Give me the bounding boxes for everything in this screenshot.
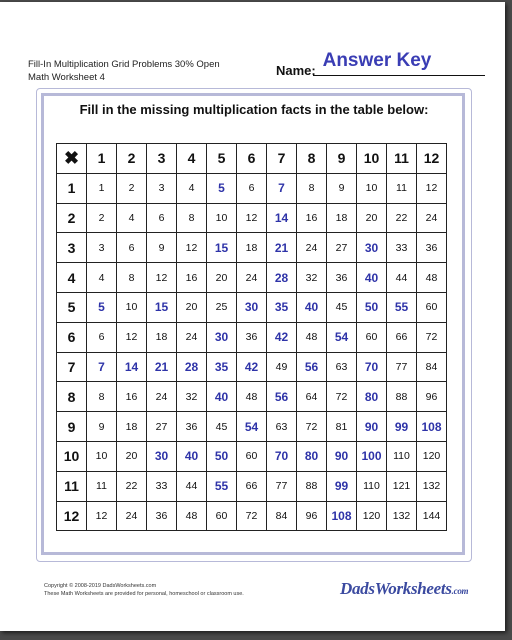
- name-line: [313, 75, 485, 76]
- product-cell: 3: [147, 173, 177, 203]
- product-cell: 36: [327, 263, 357, 293]
- answer-cell: 40: [207, 382, 237, 412]
- product-cell: 27: [147, 412, 177, 442]
- product-cell: 16: [297, 203, 327, 233]
- product-cell: 10: [357, 173, 387, 203]
- product-cell: 110: [357, 471, 387, 501]
- product-cell: 2: [87, 203, 117, 233]
- row-header: 2: [57, 203, 87, 233]
- name-label: Name:: [276, 63, 316, 78]
- row-header: 9: [57, 412, 87, 442]
- column-header: 9: [327, 144, 357, 174]
- product-cell: 18: [117, 412, 147, 442]
- product-cell: 64: [297, 382, 327, 412]
- answer-cell: 100: [357, 441, 387, 471]
- product-cell: 24: [417, 203, 447, 233]
- product-cell: 12: [87, 501, 117, 531]
- product-cell: 66: [237, 471, 267, 501]
- product-cell: 88: [297, 471, 327, 501]
- product-cell: 60: [417, 292, 447, 322]
- product-cell: 48: [297, 322, 327, 352]
- product-cell: 48: [237, 382, 267, 412]
- product-cell: 9: [87, 412, 117, 442]
- answer-cell: 80: [297, 441, 327, 471]
- product-cell: 144: [417, 501, 447, 531]
- answer-cell: 7: [87, 352, 117, 382]
- product-cell: 4: [177, 173, 207, 203]
- grid-row: [57, 382, 447, 412]
- row-header: 5: [57, 292, 87, 322]
- answer-cell: 14: [117, 352, 147, 382]
- product-cell: 6: [87, 322, 117, 352]
- product-cell: 12: [147, 263, 177, 293]
- grid-header-row: [57, 144, 447, 174]
- answer-cell: 30: [357, 233, 387, 263]
- grid-row: [57, 263, 447, 293]
- answer-cell: 40: [357, 263, 387, 293]
- copyright-text: Copyright © 2008-2019 DadsWorksheets.com: [44, 583, 157, 589]
- product-cell: 72: [327, 382, 357, 412]
- row-header: 11: [57, 471, 87, 501]
- product-cell: 33: [147, 471, 177, 501]
- product-cell: 132: [417, 471, 447, 501]
- column-header: 11: [387, 144, 417, 174]
- answer-key-label: Answer Key: [322, 50, 432, 71]
- grid-row: [57, 501, 447, 531]
- answer-cell: 55: [207, 471, 237, 501]
- grid-row: [57, 292, 447, 322]
- answer-cell: 28: [267, 263, 297, 293]
- multiply-icon: ✖: [57, 144, 87, 174]
- product-cell: 3: [87, 233, 117, 263]
- column-header: 1: [87, 144, 117, 174]
- product-cell: 24: [117, 501, 147, 531]
- product-cell: 10: [87, 441, 117, 471]
- column-header: 2: [117, 144, 147, 174]
- answer-cell: 56: [297, 352, 327, 382]
- product-cell: 12: [177, 233, 207, 263]
- product-cell: 110: [387, 441, 417, 471]
- product-cell: 8: [87, 382, 117, 412]
- grid-row: [57, 412, 447, 442]
- product-cell: 121: [387, 471, 417, 501]
- product-cell: 77: [387, 352, 417, 382]
- product-cell: 18: [237, 233, 267, 263]
- product-cell: 20: [357, 203, 387, 233]
- product-cell: 22: [117, 471, 147, 501]
- product-cell: 88: [387, 382, 417, 412]
- worksheet-title-line1: Fill-In Multiplication Grid Problems 30% Open: [28, 59, 220, 70]
- product-cell: 8: [297, 173, 327, 203]
- product-cell: 20: [207, 263, 237, 293]
- answer-cell: 50: [357, 292, 387, 322]
- grid-row: [57, 322, 447, 352]
- row-header: 3: [57, 233, 87, 263]
- product-cell: 84: [267, 501, 297, 531]
- product-cell: 45: [207, 412, 237, 442]
- row-header: 7: [57, 352, 87, 382]
- answer-cell: 56: [267, 382, 297, 412]
- column-header: 4: [177, 144, 207, 174]
- product-cell: 96: [297, 501, 327, 531]
- worksheet-title: [28, 58, 228, 84]
- product-cell: 45: [327, 292, 357, 322]
- product-cell: 132: [387, 501, 417, 531]
- product-cell: 24: [237, 263, 267, 293]
- answer-cell: 15: [147, 292, 177, 322]
- answer-cell: 7: [267, 173, 297, 203]
- grid-row: [57, 173, 447, 203]
- answer-cell: 30: [147, 441, 177, 471]
- column-header: 3: [147, 144, 177, 174]
- product-cell: 6: [147, 203, 177, 233]
- answer-cell: 28: [177, 352, 207, 382]
- instructions: Fill in the missing multiplication facts in the table below:: [79, 102, 429, 117]
- grid-row: [57, 233, 447, 263]
- grid-row: [57, 203, 447, 233]
- product-cell: 4: [87, 263, 117, 293]
- answer-cell: 90: [357, 412, 387, 442]
- product-cell: 20: [177, 292, 207, 322]
- product-cell: 8: [177, 203, 207, 233]
- column-header: 7: [267, 144, 297, 174]
- product-cell: 48: [177, 501, 207, 531]
- product-cell: 60: [357, 322, 387, 352]
- product-cell: 11: [387, 173, 417, 203]
- product-cell: 36: [237, 322, 267, 352]
- product-cell: 4: [117, 203, 147, 233]
- product-cell: 66: [387, 322, 417, 352]
- product-cell: 24: [297, 233, 327, 263]
- product-cell: 81: [327, 412, 357, 442]
- answer-cell: 5: [87, 292, 117, 322]
- column-header: 6: [237, 144, 267, 174]
- product-cell: 24: [147, 382, 177, 412]
- answer-cell: 54: [327, 322, 357, 352]
- footer: [44, 583, 244, 598]
- answer-cell: 108: [417, 412, 447, 442]
- usage-notice: These Math Worksheets are provided for personal, homeschool or classroom use.: [44, 590, 244, 597]
- product-cell: 24: [177, 322, 207, 352]
- answer-cell: 15: [207, 233, 237, 263]
- product-cell: 48: [417, 263, 447, 293]
- product-cell: 25: [207, 292, 237, 322]
- product-cell: 18: [147, 322, 177, 352]
- product-cell: 16: [117, 382, 147, 412]
- product-cell: 32: [177, 382, 207, 412]
- grid-row: [57, 471, 447, 501]
- column-header: 12: [417, 144, 447, 174]
- answer-cell: 40: [297, 292, 327, 322]
- worksheet-title-line2: Math Worksheet 4: [28, 72, 105, 83]
- product-cell: 12: [117, 322, 147, 352]
- answer-cell: 40: [177, 441, 207, 471]
- answer-cell: 30: [207, 322, 237, 352]
- answer-cell: 50: [207, 441, 237, 471]
- product-cell: 10: [207, 203, 237, 233]
- answer-cell: 54: [237, 412, 267, 442]
- answer-cell: 35: [267, 292, 297, 322]
- product-cell: 84: [417, 352, 447, 382]
- product-cell: 22: [387, 203, 417, 233]
- answer-cell: 42: [267, 322, 297, 352]
- answer-cell: 14: [267, 203, 297, 233]
- product-cell: 11: [87, 471, 117, 501]
- product-cell: 60: [207, 501, 237, 531]
- grid-row: [57, 441, 447, 471]
- product-cell: 10: [117, 292, 147, 322]
- product-cell: 96: [417, 382, 447, 412]
- product-cell: 63: [327, 352, 357, 382]
- answer-cell: 5: [207, 173, 237, 203]
- answer-cell: 35: [207, 352, 237, 382]
- answer-cell: 21: [267, 233, 297, 263]
- product-cell: 2: [117, 173, 147, 203]
- answer-cell: 42: [237, 352, 267, 382]
- product-cell: 120: [417, 441, 447, 471]
- answer-cell: 21: [147, 352, 177, 382]
- product-cell: 6: [237, 173, 267, 203]
- product-cell: 120: [357, 501, 387, 531]
- row-header: 12: [57, 501, 87, 531]
- column-header: 10: [357, 144, 387, 174]
- product-cell: 6: [117, 233, 147, 263]
- product-cell: 72: [237, 501, 267, 531]
- product-cell: 49: [267, 352, 297, 382]
- product-cell: 32: [297, 263, 327, 293]
- answer-cell: 55: [387, 292, 417, 322]
- worksheet-page: [0, 2, 505, 631]
- product-cell: 18: [327, 203, 357, 233]
- row-header: 8: [57, 382, 87, 412]
- answer-cell: 108: [327, 501, 357, 531]
- product-cell: 44: [387, 263, 417, 293]
- product-cell: 36: [417, 233, 447, 263]
- product-cell: 36: [177, 412, 207, 442]
- product-cell: 12: [237, 203, 267, 233]
- product-cell: 33: [387, 233, 417, 263]
- product-cell: 72: [297, 412, 327, 442]
- column-header: 8: [297, 144, 327, 174]
- answer-cell: 70: [267, 441, 297, 471]
- product-cell: 1: [87, 173, 117, 203]
- row-header: 4: [57, 263, 87, 293]
- answer-cell: 90: [327, 441, 357, 471]
- product-cell: 27: [327, 233, 357, 263]
- column-header: 5: [207, 144, 237, 174]
- row-header: 6: [57, 322, 87, 352]
- logo-text: DadsWorksheets: [340, 579, 452, 598]
- answer-cell: 99: [327, 471, 357, 501]
- product-cell: 9: [327, 173, 357, 203]
- answer-cell: 30: [237, 292, 267, 322]
- dadsworksheets-logo: [340, 579, 468, 599]
- product-cell: 44: [177, 471, 207, 501]
- product-cell: 72: [417, 322, 447, 352]
- product-cell: 12: [417, 173, 447, 203]
- grid-row: [57, 352, 447, 382]
- product-cell: 16: [177, 263, 207, 293]
- product-cell: 63: [267, 412, 297, 442]
- row-header: 10: [57, 441, 87, 471]
- answer-cell: 80: [357, 382, 387, 412]
- product-cell: 20: [117, 441, 147, 471]
- answer-cell: 99: [387, 412, 417, 442]
- multiplication-grid: [56, 143, 447, 531]
- row-header: 1: [57, 173, 87, 203]
- answer-cell: 70: [357, 352, 387, 382]
- product-cell: 9: [147, 233, 177, 263]
- product-cell: 8: [117, 263, 147, 293]
- product-cell: 60: [237, 441, 267, 471]
- product-cell: 77: [267, 471, 297, 501]
- product-cell: 36: [147, 501, 177, 531]
- logo-suffix: .com: [451, 586, 469, 596]
